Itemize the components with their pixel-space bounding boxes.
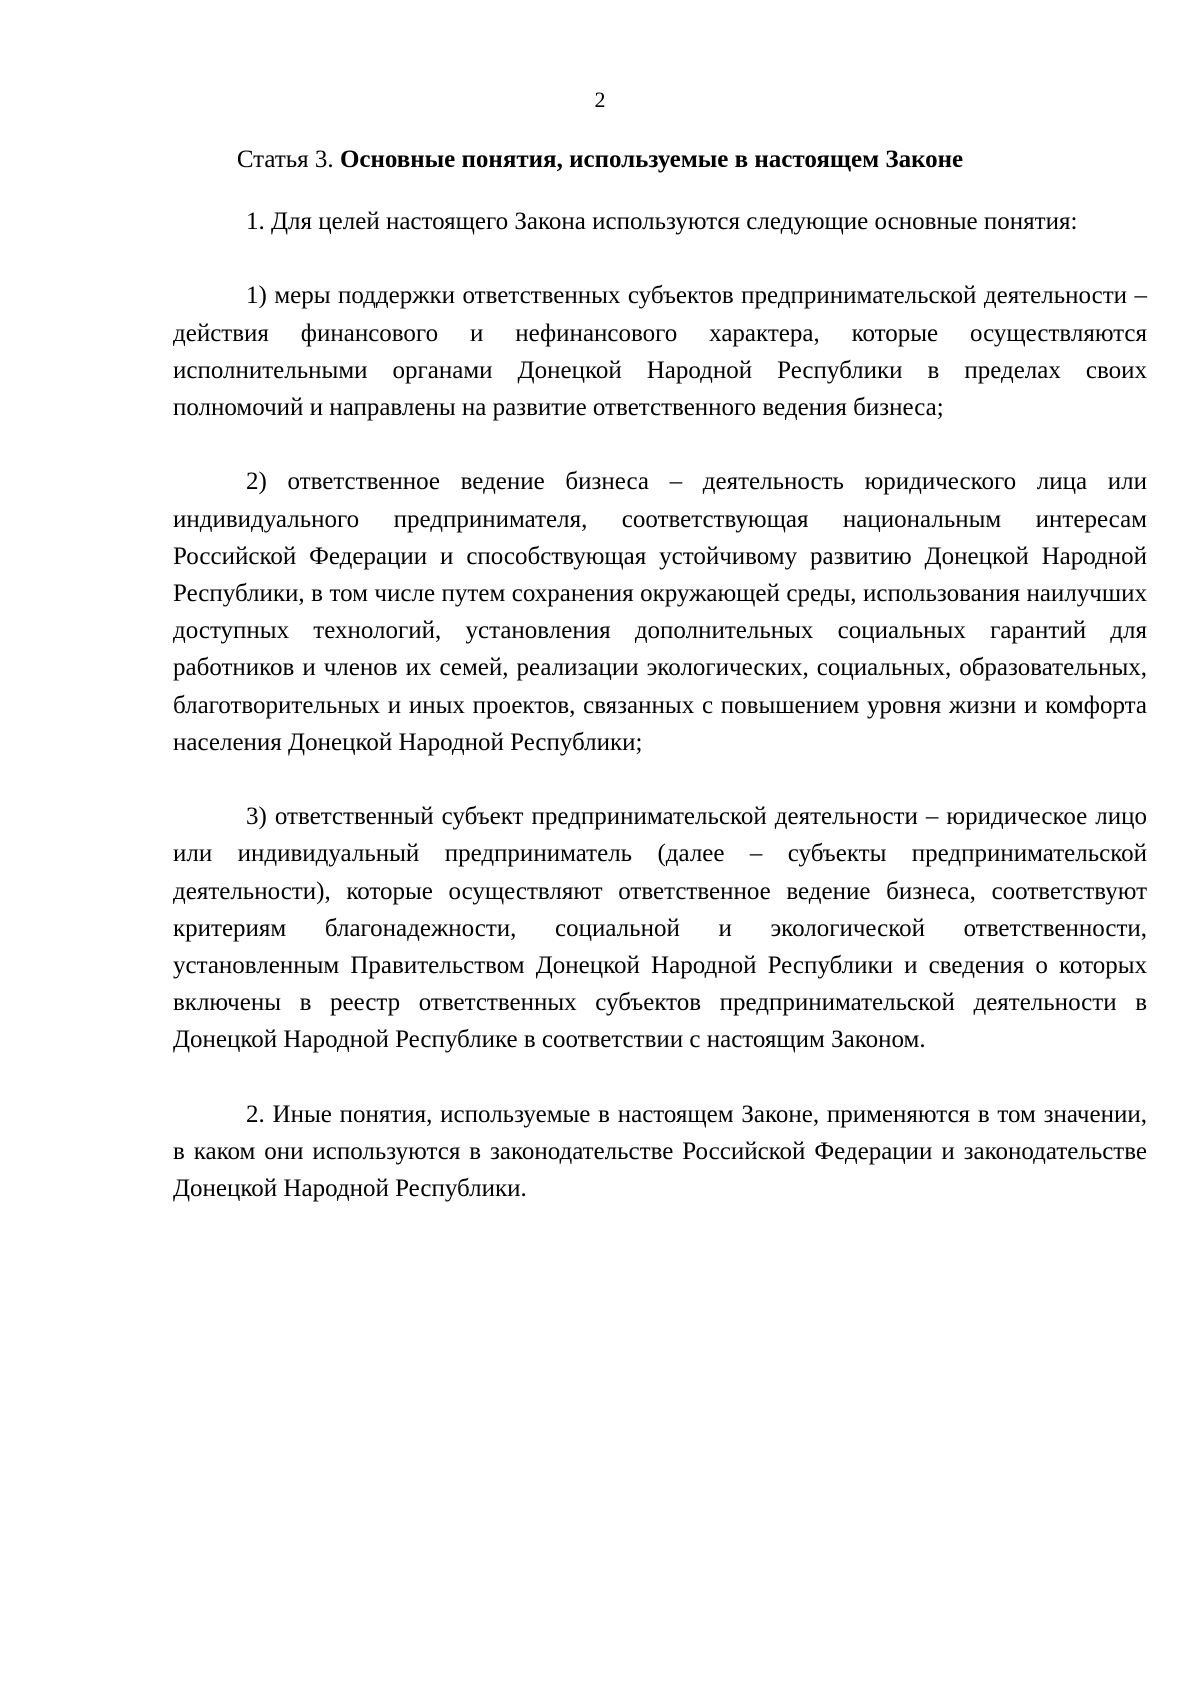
definition-item-2: 2) ответственное ведение бизнеса – деятельность юридического лица или индивидуального предпринимателя, соответствующая национальным интересам Российской Федерации и способствующая устойчивому развитию Донецкой Народной Республики, в том числе путем сохранения окружающей среды, использования наилучших доступных технологий, установления дополнительных социальных гарантий для работников и членов их семей, реализации экологических, социальных, образовательных, благотворительных и иных проектов, связанных с повышением уровня жизни и комфорта населения Донецкой Народной Республики; bbox=[173, 468, 1147, 756]
article-heading bbox=[0, 143, 1200, 177]
definition-item-1: 1) меры поддержки ответственных субъектов предпринимательской деятельности – действия финансового и нефинансового характера, которые осуществляются исполнительными органами Донецкой Народной Республики в пределах своих полномочий и направлены на развитие ответственного ведения бизнеса; bbox=[173, 282, 1147, 421]
paragraph-other-terms: 2. Иные понятия, используемые в настоящем Законе, применяются в том значении, в каком они используются в законодательстве Российской Федерации и законодательстве Донецкой Народной Республики. bbox=[173, 1100, 1147, 1203]
paragraph-intro: 1. Для целей настоящего Закона используются следующие основные понятия: bbox=[246, 208, 1078, 235]
page-number: 2 bbox=[594, 87, 606, 112]
definition-item-3: 3) ответственный субъект предпринимательской деятельности – юридическое лицо или индивидуальный предприниматель (далее – субъекты предпринимательской деятельности), которые осуществляют ответственное ведение бизнеса, соответствуют критериям благонадежности, социальной и экологической ответственности, установленным Правительством Донецкой Народной Республики и сведения о которых включены в реестр ответственных субъектов предпринимательской деятельности в Донецкой Народной Республике в соответствии с настоящим Законом. bbox=[173, 803, 1147, 1054]
article-body bbox=[173, 203, 1147, 1207]
article-prefix: Статья 3. bbox=[236, 146, 334, 173]
article-title: Основные понятия, используемые в настоящем Законе bbox=[339, 146, 964, 173]
